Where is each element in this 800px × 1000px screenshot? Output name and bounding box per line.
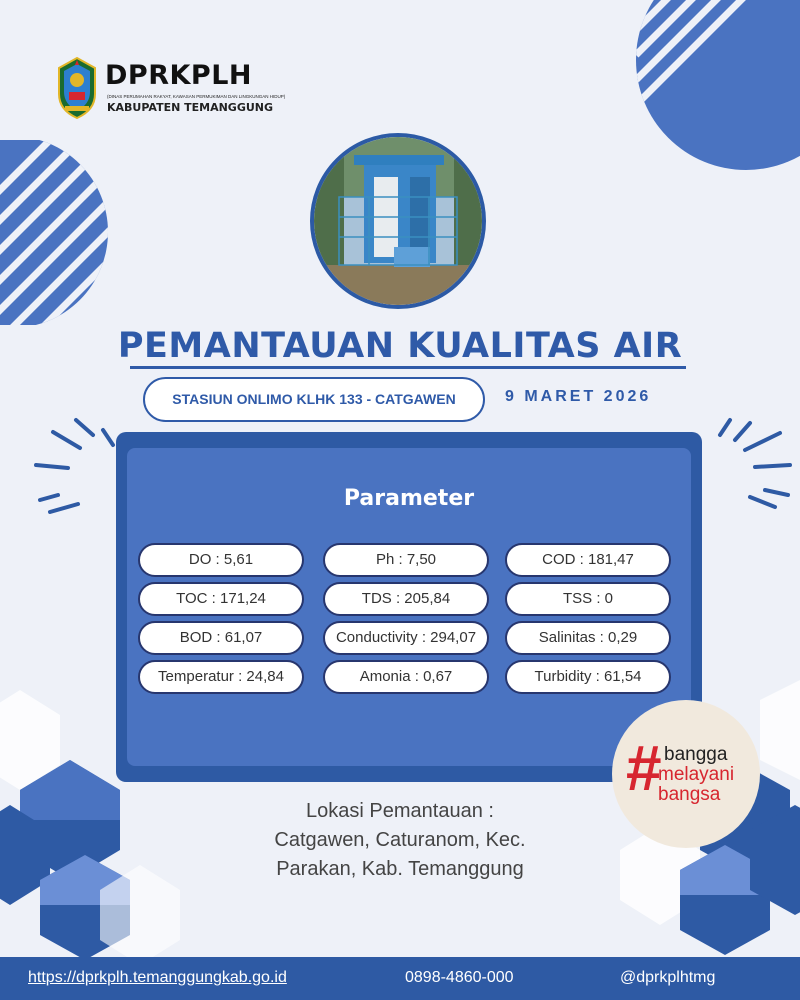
param-cod: COD : 181,47 — [505, 543, 671, 577]
badge-word-2: melayani — [658, 764, 735, 785]
regency-emblem-logo — [55, 56, 99, 120]
param-do: DO : 5,61 — [138, 543, 304, 577]
deco-circle-left — [0, 140, 115, 325]
social-handle: @dprkplhtmg — [620, 969, 716, 986]
website-link[interactable]: https://dprkplh.temanggungkab.go.id — [28, 969, 287, 986]
title-underline — [130, 366, 686, 369]
badge-hash: # — [626, 732, 662, 804]
param-toc: TOC : 171,24 — [138, 582, 304, 616]
badge-word-1: bangga — [664, 744, 728, 765]
monitoring-station-photo — [310, 133, 486, 309]
param-amonia: Amonia : 0,67 — [323, 660, 489, 694]
org-logo-block — [55, 56, 295, 126]
location-line-1: Catgawen, Caturanom, Kec. — [274, 829, 526, 851]
param-conductivity: Conductivity : 294,07 — [323, 621, 489, 655]
param-ph: Ph : 7,50 — [323, 543, 489, 577]
footer-bar — [0, 957, 800, 1000]
deco-circle-top-right — [636, 0, 800, 170]
org-subtitle: (DINAS PERUMAHAN RAKYAT, KAWASAN PERMUKIMAN DAN LINGKUNGAN HIDUP) — [107, 94, 286, 99]
station-label — [143, 377, 485, 422]
station-text: STASIUN ONLIMO KLHK 133 - CATGAWEN — [172, 391, 456, 407]
badge-word-3: bangsa — [658, 784, 721, 805]
location-label: Lokasi Pemantauan : — [306, 800, 494, 822]
phone-number: 0898-4860-000 — [405, 969, 514, 986]
param-salinitas: Salinitas : 0,29 — [505, 621, 671, 655]
bangga-melayani-bangsa-badge — [612, 700, 760, 848]
page-title: PEMANTAUAN KUALITAS AIR — [117, 326, 683, 366]
org-region: KABUPATEN TEMANGGUNG — [107, 101, 274, 114]
param-bod: BOD : 61,07 — [138, 621, 304, 655]
parameter-heading: Parameter — [343, 486, 475, 511]
org-acronym: DPRKPLH — [105, 60, 253, 91]
param-tss: TSS : 0 — [505, 582, 671, 616]
report-date: 9 MARET 2026 — [505, 388, 652, 405]
param-tds: TDS : 205,84 — [323, 582, 489, 616]
deco-sparkle-right — [710, 405, 795, 515]
param-turbidity: Turbidity : 61,54 — [505, 660, 671, 694]
param-temperatur: Temperatur : 24,84 — [138, 660, 304, 694]
location-line-2: Parakan, Kab. Temanggung — [276, 858, 524, 880]
deco-sparkle-left — [28, 410, 118, 520]
